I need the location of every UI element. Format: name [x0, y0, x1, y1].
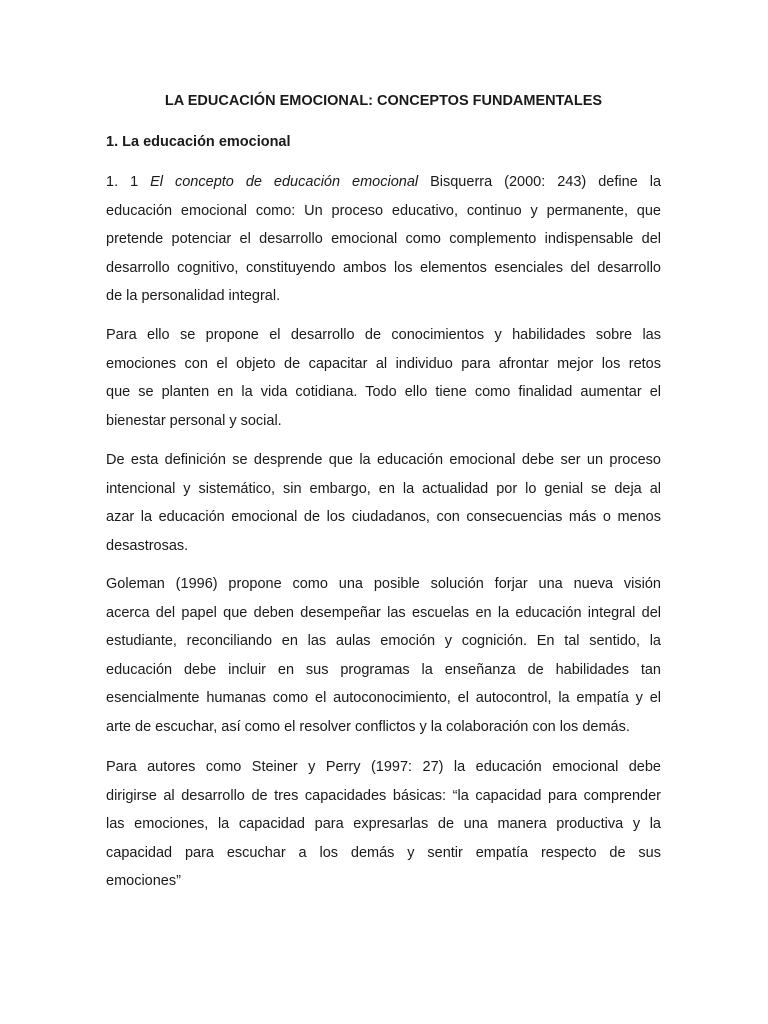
line-suffix: Bisquerra (2000: 243) define la	[418, 174, 662, 190]
section-heading: 1. La educación emocional	[106, 134, 291, 150]
paragraph-1	[106, 168, 661, 311]
paragraph-line: Goleman (1996) propone como una posible solución forjar una nueva visión	[106, 576, 661, 592]
paragraph-line: Para autores como Steiner y Perry (1997: 27) la educación emocional debe	[106, 759, 661, 775]
paragraph-line: que se planten en la vida cotidiana. Todo ello tiene como finalidad aumentar el	[106, 384, 661, 401]
paragraph-line: acerca del papel que deben desempeñar las escuelas en la educación integral del	[106, 604, 661, 621]
paragraph-line: esencialmente humanas como el autoconocimiento, el autocontrol, la empatía y el	[106, 690, 661, 707]
line-prefix: 1. 1	[106, 174, 151, 190]
paragraph-line: De esta definición se desprende que la educación emocional debe ser un proceso	[106, 452, 661, 468]
paragraph-line: educación emocional como: Un proceso educativo, continuo y permanente, que	[106, 202, 661, 219]
paragraph-line: educación debe incluir en sus programas la enseñanza de habilidades tan	[106, 661, 661, 678]
paragraph-line: intencional y sistemático, sin embargo, en la actualidad por lo genial se deja al	[106, 480, 661, 497]
paragraph-line: dirigirse al desarrollo de tres capacidades básicas: “la capacidad para comprender	[106, 787, 661, 804]
paragraph-4	[106, 570, 661, 742]
paragraph-5	[106, 753, 661, 896]
paragraph-2	[106, 321, 661, 435]
paragraph-line: pretende potenciar el desarrollo emocional como complemento indispensable del	[106, 231, 661, 248]
paragraph-line: azar la educación emocional de los ciudadanos, con consecuencias más o menos	[106, 509, 661, 526]
paragraph-line: desastrosas.	[106, 537, 189, 554]
paragraph-3	[106, 446, 661, 560]
document-title: LA EDUCACIÓN EMOCIONAL: CONCEPTOS FUNDAMENTALES	[164, 93, 603, 109]
paragraph-line: las emociones, la capacidad para expresarlas de una manera productiva y la	[106, 816, 661, 833]
paragraph-line: emociones con el objeto de capacitar al individuo para afrontar mejor los retos	[106, 355, 661, 372]
paragraph-line: desarrollo cognitivo, constituyendo ambos los elementos esenciales del desarrollo	[106, 259, 661, 276]
paragraph-line: estudiante, reconciliando en las aulas emoción y cognición. En tal sentido, la	[106, 633, 661, 650]
paragraph-line: bienestar personal y social.	[106, 412, 282, 429]
paragraph-line: Para ello se propone el desarrollo de conocimientos y habilidades sobre las	[106, 327, 661, 343]
paragraph-line	[106, 168, 661, 197]
paragraph-line: de la personalidad integral.	[106, 288, 281, 305]
paragraph-line: arte de escuchar, así como el resolver conflictos y la colaboración con los demás.	[106, 718, 630, 735]
concept-term: El concepto de educación emocional	[150, 174, 419, 190]
paragraph-line: capacidad para escuchar a los demás y sentir empatía respecto de sus	[106, 844, 661, 861]
paragraph-line: emociones”	[106, 873, 181, 890]
